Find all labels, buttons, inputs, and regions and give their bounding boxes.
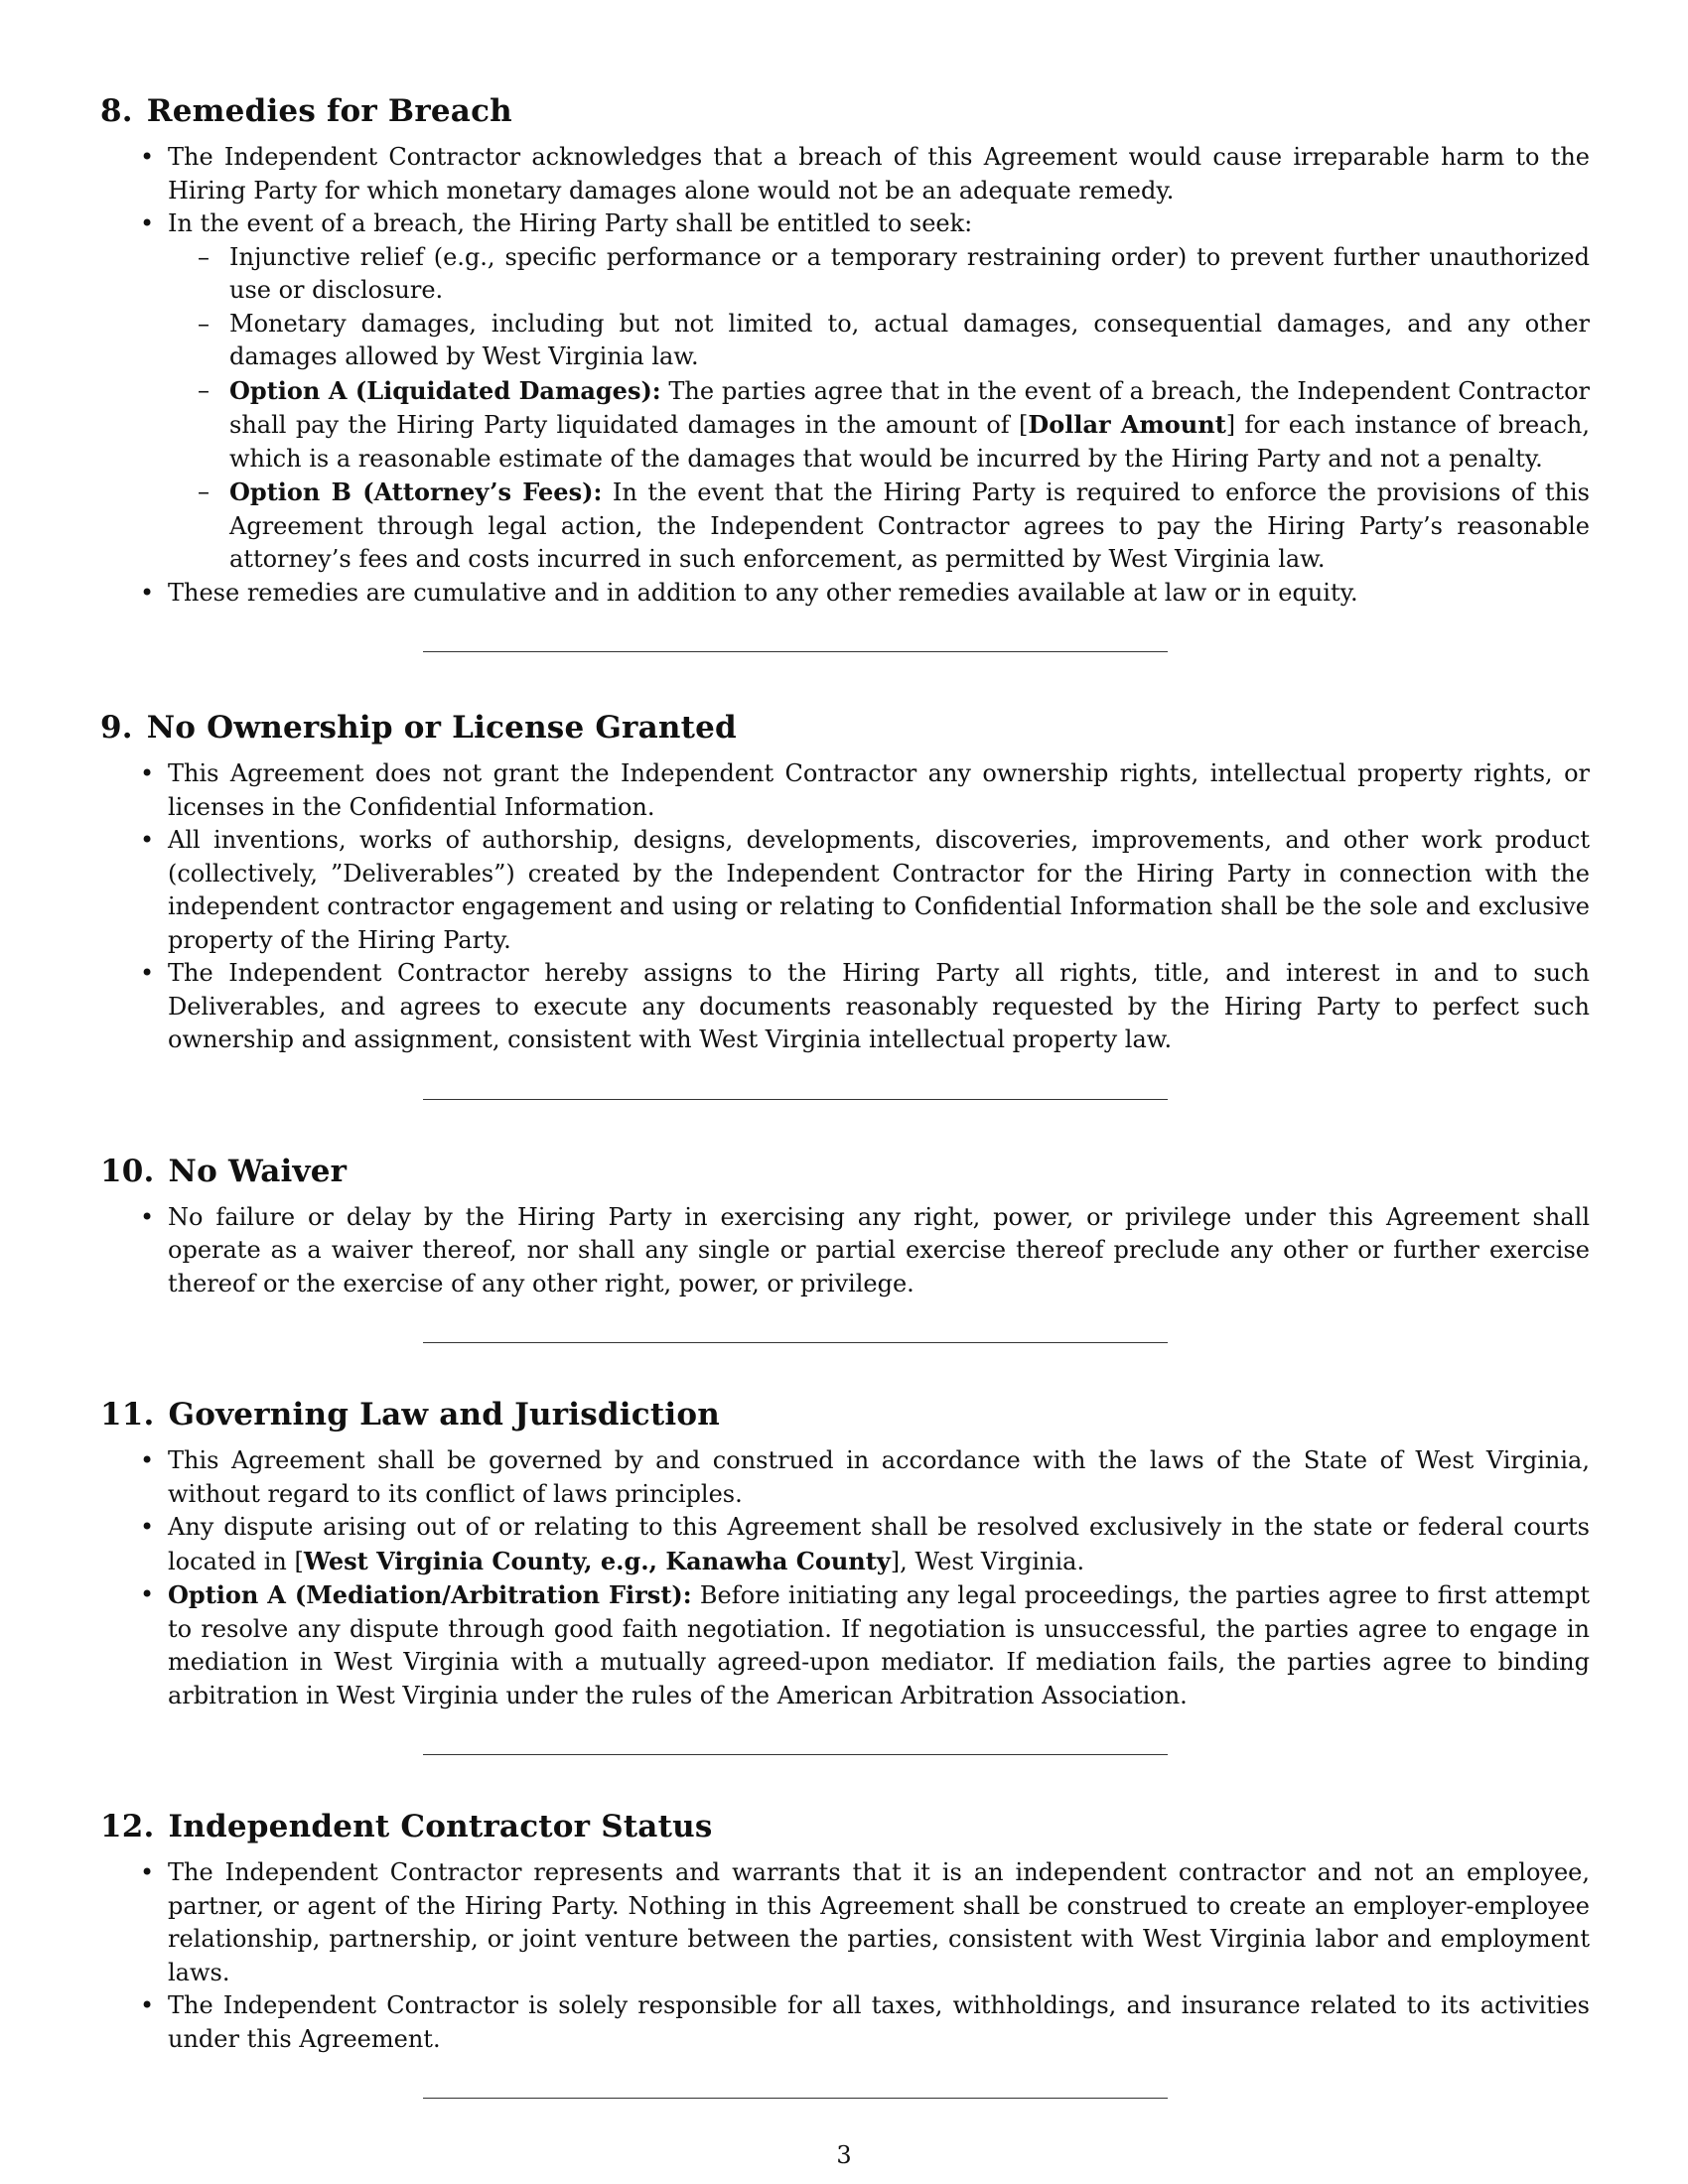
document-page	[100, 91, 1590, 2099]
option-text: Before initiating any legal proceedings, the parties agree to first attempt to resolve any dispute through good faith negotiation. If negotiation is unsuccessful, the parties agree to engage in mediation in West Virginia with a mutually agreed-upon mediator. If mediation fails, the parties agree to binding arbitration in West Virginia under the rules of the American Arbitration Association.	[168, 1581, 1590, 1709]
spacer	[100, 652, 1590, 708]
bullet-list	[100, 141, 1590, 610]
page-number: 3	[836, 2141, 852, 2169]
list-item-text: Any dispute arising out of or relating to this Agreement shall be resolved exclusively in the state or federal courts located in [	[168, 1513, 1590, 1575]
option-label: Option A (Liquidated Damages):	[229, 375, 661, 405]
spacer	[100, 1100, 1590, 1152]
spacer	[100, 1343, 1590, 1395]
placeholder-amount: Dollar Amount	[1028, 410, 1226, 439]
section-divider	[423, 1342, 1168, 1343]
option-text: ] for each instance of breach, which is a reasonable estimate of the damages that would be incurred by the Hiring Party and not a penalty.	[229, 411, 1590, 473]
section-title: Governing Law and Jurisdiction	[168, 1397, 720, 1433]
section-divider	[423, 2098, 1168, 2099]
list-item: • The Independent Contractor acknowledges that a breach of this Agreement would cause irreparable harm to the Hiring Party for which monetary damages alone would not be an adequate remedy.	[100, 141, 1590, 207]
section-heading	[100, 1395, 1590, 1434]
section-divider	[423, 1099, 1168, 1100]
section-divider	[423, 651, 1168, 652]
section-12	[100, 1807, 1590, 2099]
spacer	[100, 1755, 1590, 1807]
bullet-list	[100, 1444, 1590, 1712]
sub-list-item	[168, 476, 1590, 577]
section-heading	[100, 708, 1590, 748]
section-heading	[100, 1807, 1590, 1846]
list-item-text: In the event of a breach, the Hiring Party shall be entitled to seek:	[168, 209, 973, 237]
list-item	[100, 207, 1590, 577]
option-label: Option A (Mediation/Arbitration First):	[168, 1580, 692, 1609]
section-title: No Waiver	[168, 1153, 348, 1189]
option-text: The parties agree that in the event of a breach, the Independent Contractor shall pay the Hiring Party liquidated damages in the amount of [	[229, 376, 1590, 439]
section-title: No Ownership or License Granted	[146, 710, 737, 746]
sub-list	[168, 241, 1590, 577]
sub-list-item: – Injunctive relief (e.g., specific performance or a temporary restraining order) to prevent further unauthorized use or disclosure.	[168, 241, 1590, 308]
list-item: • No failure or delay by the Hiring Party in exercising any right, power, or privilege under this Agreement shall operate as a waiver thereof, nor shall any single or partial exercise thereof preclude any other or further exercise thereof or the exercise of any other right, power, or privilege.	[100, 1201, 1590, 1301]
list-item: • All inventions, works of authorship, designs, developments, discoveries, improvements, and other work product (collectively, ”Deliverables”) created by the Independent Contractor for the Hiring Party in connection with the independent contractor engagement and using or relating to Confidential Information shall be the sole and exclusive property of the Hiring Party.	[100, 824, 1590, 957]
bullet-list	[100, 1856, 1590, 2056]
section-number: 10.	[100, 1153, 155, 1189]
section-heading	[100, 1152, 1590, 1191]
option-label: Option B (Attorney’s Fees):	[229, 478, 603, 506]
section-9	[100, 708, 1590, 1152]
section-heading	[100, 91, 1590, 131]
list-item: • The Independent Contractor hereby assigns to the Hiring Party all rights, title, and interest in and to such Deliverables, and agrees to execute any documents reasonably requested by the Hiring Party to perfect such ownership and assignment, consistent with West Virginia intellectual property law.	[100, 957, 1590, 1057]
list-item: • This Agreement shall be governed by and construed in accordance with the laws of the State of West Virginia, without regard to its conflict of laws principles.	[100, 1444, 1590, 1511]
section-title: Remedies for Breach	[146, 93, 512, 129]
section-number: 12.	[100, 1809, 155, 1844]
section-10	[100, 1152, 1590, 1396]
list-item-text: ], West Virginia.	[890, 1547, 1085, 1575]
placeholder-county: West Virginia County, e.g., Kanawha County	[303, 1546, 891, 1575]
section-divider	[423, 1754, 1168, 1755]
bullet-list	[100, 757, 1590, 1057]
list-item: • This Agreement does not grant the Independent Contractor any ownership rights, intellectual property rights, or licenses in the Confidential Information.	[100, 757, 1590, 824]
list-item: • The Independent Contractor is solely responsible for all taxes, withholdings, and insurance related to its activities under this Agreement.	[100, 1989, 1590, 2056]
list-item	[100, 1511, 1590, 1578]
list-item	[100, 1578, 1590, 1712]
section-number: 8.	[100, 93, 133, 129]
section-number: 9.	[100, 710, 133, 746]
option-text: In the event that the Hiring Party is required to enforce the provisions of this Agreement through legal action, the Independent Contractor agrees to pay the Hiring Party’s reasonable attorney’s fees and costs incurred in such enforcement, as permitted by West Virginia law.	[229, 478, 1591, 573]
section-11	[100, 1395, 1590, 1807]
section-number: 11.	[100, 1397, 155, 1433]
section-8	[100, 91, 1590, 708]
sub-list-item	[168, 374, 1590, 477]
list-item: • The Independent Contractor represents and warrants that it is an independent contractor and not an employee, partner, or agent of the Hiring Party. Nothing in this Agreement shall be construed to create an employer-employee relationship, partnership, or joint venture between the parties, consistent with West Virginia labor and employment laws.	[100, 1856, 1590, 1989]
list-item: • These remedies are cumulative and in addition to any other remedies available at law or in equity.	[100, 577, 1590, 611]
bullet-list	[100, 1201, 1590, 1301]
sub-list-item: – Monetary damages, including but not limited to, actual damages, consequential damages, and any other damages allowed by West Virginia law.	[168, 308, 1590, 374]
section-title: Independent Contractor Status	[168, 1809, 713, 1844]
